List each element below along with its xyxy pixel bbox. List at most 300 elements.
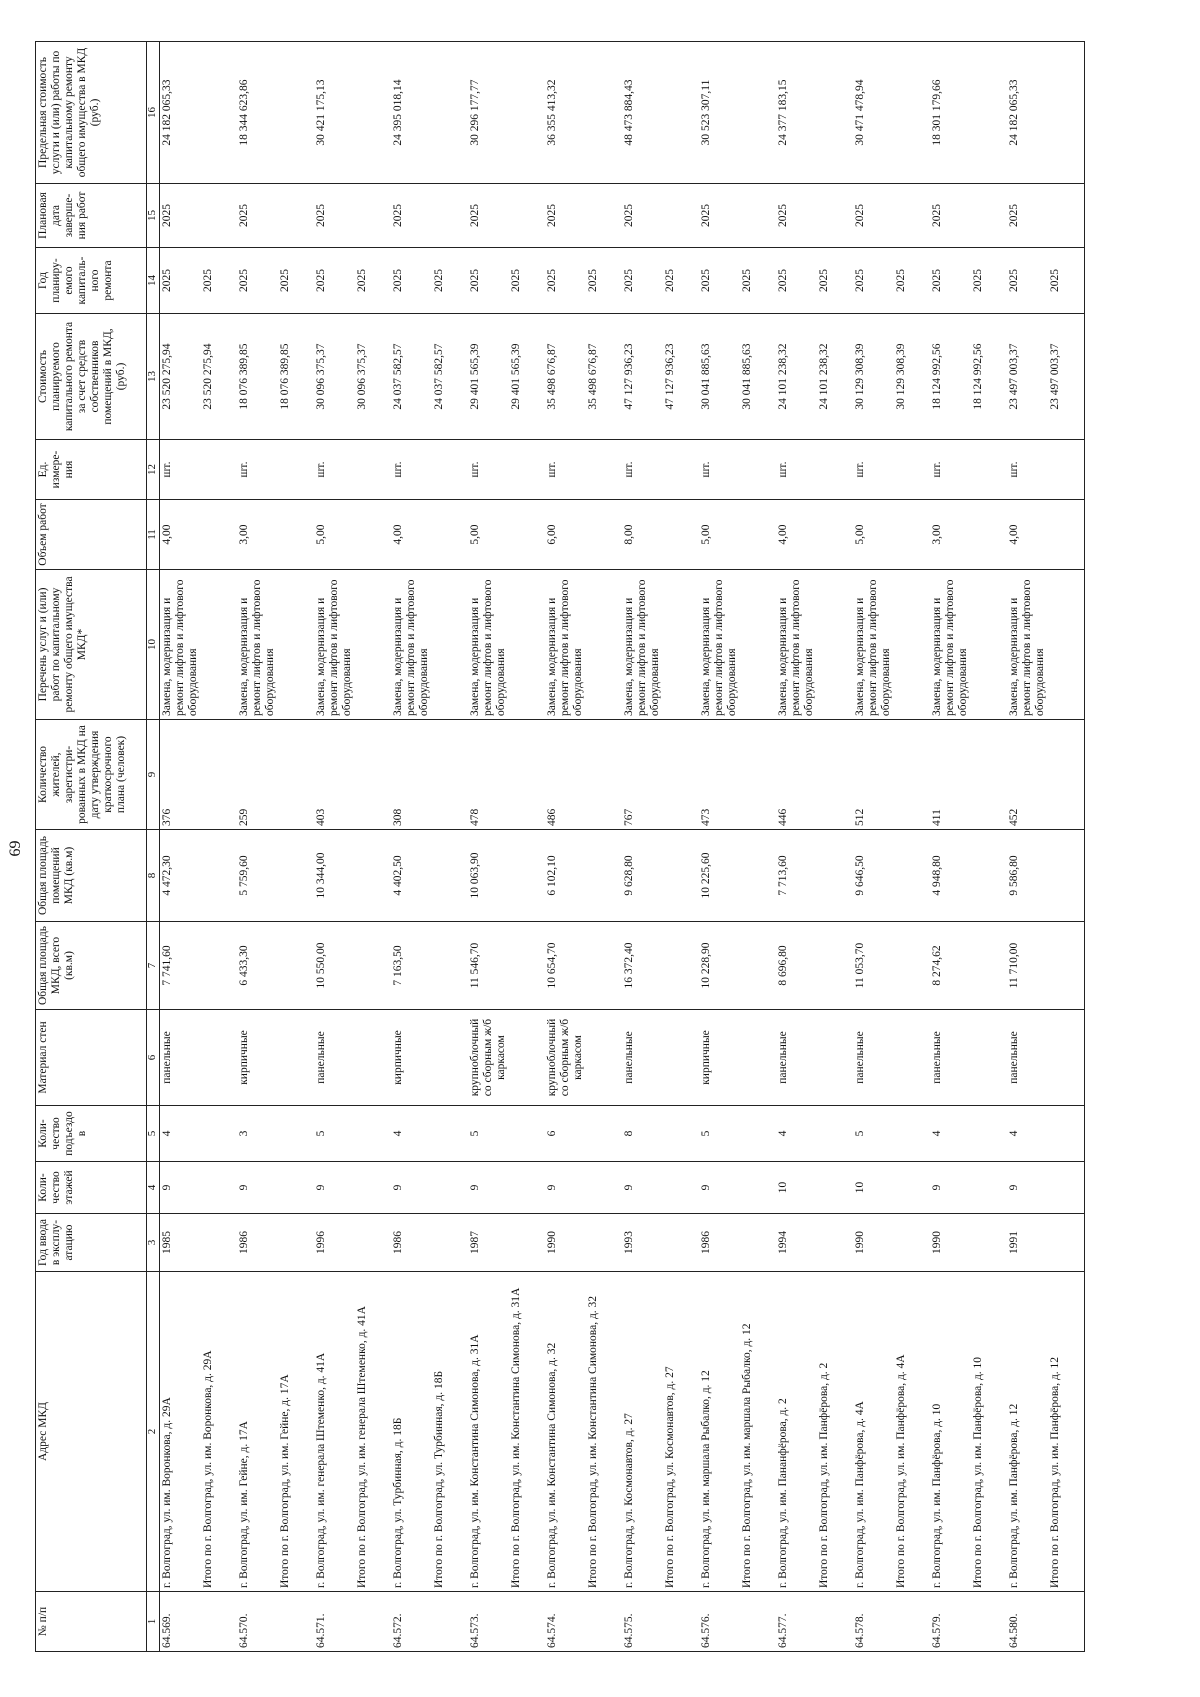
unit-cell: шт. bbox=[622, 440, 663, 500]
end-date-cell: 2025 bbox=[930, 184, 971, 248]
works-list-cell: Замена, модернизация и ремонт лифтов и лифтового оборудования bbox=[776, 570, 817, 720]
table-row bbox=[622, 42, 663, 1652]
unit-cell: шт. bbox=[391, 440, 432, 500]
entrances-cell: 5 bbox=[314, 1106, 355, 1162]
works-list-cell: Замена, модернизация и ремонт лифтов и лифтового оборудования bbox=[1007, 570, 1048, 720]
subtotal-year-cell: 2025 bbox=[509, 248, 545, 314]
volume-cell: 4,00 bbox=[1007, 500, 1048, 570]
subtotal-label: Итого по г. Волгоград, ул. им. маршала Рыбалко, д. 12 bbox=[740, 1272, 776, 1592]
subtotal-row bbox=[201, 42, 237, 1652]
empty-cell bbox=[201, 830, 237, 922]
address-cell: г. Волгоград, ул. Турбинная, д. 18Б bbox=[391, 1272, 432, 1592]
works-list-cell: Замена, модернизация и ремонт лифтов и лифтового оборудования bbox=[545, 570, 586, 720]
table-row bbox=[160, 42, 202, 1652]
works-list-cell: Замена, модернизация и ремонт лифтов и лифтового оборудования bbox=[853, 570, 894, 720]
cost-cell: 18 124 992,56 bbox=[930, 314, 971, 440]
empty-cell bbox=[509, 500, 545, 570]
residents-cell: 411 bbox=[930, 720, 971, 830]
row-number: 64.579. bbox=[930, 1592, 971, 1652]
empty-cell bbox=[663, 1214, 699, 1272]
column-number: 6 bbox=[147, 1010, 160, 1106]
year-cell: 1986 bbox=[699, 1214, 740, 1272]
empty-cell bbox=[817, 42, 853, 184]
empty-cell bbox=[663, 1162, 699, 1214]
entrances-cell: 4 bbox=[160, 1106, 202, 1162]
empty-cell bbox=[1048, 1162, 1085, 1214]
empty-cell bbox=[894, 1106, 930, 1162]
cost-cell: 47 127 936,23 bbox=[622, 314, 663, 440]
subtotal-label: Итого по г. Волгоград, ул. им. Константина Симонова, д. 32 bbox=[586, 1272, 622, 1592]
empty-cell bbox=[201, 1162, 237, 1214]
empty-cell bbox=[432, 1214, 468, 1272]
empty-cell bbox=[1048, 570, 1085, 720]
cost-cell: 23 520 275,94 bbox=[160, 314, 202, 440]
subtotal-label: Итого по г. Волгоград, ул. им. Панфёрова, д. 10 bbox=[971, 1272, 1007, 1592]
volume-cell: 8,00 bbox=[622, 500, 663, 570]
table-row bbox=[237, 42, 278, 1652]
total-area-cell: 8 696,80 bbox=[776, 922, 817, 1010]
empty-cell bbox=[509, 184, 545, 248]
empty-cell bbox=[663, 440, 699, 500]
empty-cell bbox=[894, 1214, 930, 1272]
volume-cell: 3,00 bbox=[237, 500, 278, 570]
empty-cell bbox=[894, 922, 930, 1010]
empty-cell bbox=[586, 720, 622, 830]
empty-cell bbox=[278, 922, 314, 1010]
entrances-cell: 6 bbox=[545, 1106, 586, 1162]
empty-cell bbox=[971, 184, 1007, 248]
empty-cell bbox=[971, 1010, 1007, 1106]
empty-cell bbox=[509, 1214, 545, 1272]
address-cell: г. Волгоград, ул. им. Гейне, д. 17А bbox=[237, 1272, 278, 1592]
empty-cell bbox=[278, 42, 314, 184]
works-list-cell: Замена, модернизация и ремонт лифтов и лифтового оборудования bbox=[699, 570, 740, 720]
total-area-cell: 11 053,70 bbox=[853, 922, 894, 1010]
empty-cell bbox=[432, 830, 468, 922]
residents-cell: 446 bbox=[776, 720, 817, 830]
column-header: Плановая дата заверше-ния работ bbox=[36, 184, 147, 248]
empty-cell bbox=[1048, 184, 1085, 248]
header-row bbox=[36, 42, 147, 1652]
floors-cell: 9 bbox=[468, 1162, 509, 1214]
premises-area-cell: 9 646,50 bbox=[853, 830, 894, 922]
empty-cell bbox=[432, 1010, 468, 1106]
wall-material-cell: кирпичные bbox=[699, 1010, 740, 1106]
residents-cell: 767 bbox=[622, 720, 663, 830]
table-row bbox=[930, 42, 971, 1652]
unit-cell: шт. bbox=[468, 440, 509, 500]
subtotal-year-cell: 2025 bbox=[1048, 248, 1085, 314]
table-row bbox=[1007, 42, 1048, 1652]
works-list-cell: Замена, модернизация и ремонт лифтов и лифтового оборудования bbox=[930, 570, 971, 720]
entrances-cell: 4 bbox=[391, 1106, 432, 1162]
floors-cell: 10 bbox=[853, 1162, 894, 1214]
unit-cell: шт. bbox=[545, 440, 586, 500]
empty-cell bbox=[971, 1214, 1007, 1272]
unit-cell: шт. bbox=[930, 440, 971, 500]
entrances-cell: 3 bbox=[237, 1106, 278, 1162]
empty-cell bbox=[586, 440, 622, 500]
empty-cell bbox=[971, 42, 1007, 184]
row-number: 64.575. bbox=[622, 1592, 663, 1652]
limit-cost-cell: 24 395 018,14 bbox=[391, 42, 432, 184]
empty-cell bbox=[971, 720, 1007, 830]
total-area-cell: 16 372,40 bbox=[622, 922, 663, 1010]
unit-cell: шт. bbox=[776, 440, 817, 500]
total-area-cell: 7 163,50 bbox=[391, 922, 432, 1010]
column-header: Объем работ bbox=[36, 500, 147, 570]
empty-cell bbox=[894, 720, 930, 830]
plan-year-cell: 2025 bbox=[391, 248, 432, 314]
subtotal-year-cell: 2025 bbox=[278, 248, 314, 314]
floors-cell: 9 bbox=[930, 1162, 971, 1214]
subtotal-year-cell: 2025 bbox=[355, 248, 391, 314]
table-row bbox=[699, 42, 740, 1652]
row-number: 64.580. bbox=[1007, 1592, 1048, 1652]
empty-cell bbox=[586, 42, 622, 184]
plan-year-cell: 2025 bbox=[699, 248, 740, 314]
total-area-cell: 7 741,60 bbox=[160, 922, 202, 1010]
empty-cell bbox=[586, 1010, 622, 1106]
empty-cell bbox=[1048, 830, 1085, 922]
column-number: 11 bbox=[147, 500, 160, 570]
empty-cell bbox=[432, 922, 468, 1010]
entrances-cell: 4 bbox=[930, 1106, 971, 1162]
empty-cell bbox=[201, 720, 237, 830]
subtotal-label: Итого по г. Волгоград, ул. Космонавтов, д. 27 bbox=[663, 1272, 699, 1592]
row-number: 64.576. bbox=[699, 1592, 740, 1652]
empty-cell bbox=[817, 1214, 853, 1272]
limit-cost-cell: 48 473 884,43 bbox=[622, 42, 663, 184]
year-cell: 1991 bbox=[1007, 1214, 1048, 1272]
subtotal-year-cell: 2025 bbox=[817, 248, 853, 314]
subtotal-cost-cell: 29 401 565,39 bbox=[509, 314, 545, 440]
empty-cell bbox=[663, 184, 699, 248]
total-area-cell: 8 274,62 bbox=[930, 922, 971, 1010]
floors-cell: 9 bbox=[1007, 1162, 1048, 1214]
limit-cost-cell: 24 377 183,15 bbox=[776, 42, 817, 184]
premises-area-cell: 5 759,60 bbox=[237, 830, 278, 922]
empty-cell bbox=[817, 1162, 853, 1214]
empty-cell bbox=[201, 500, 237, 570]
empty-cell bbox=[971, 500, 1007, 570]
floors-cell: 9 bbox=[545, 1162, 586, 1214]
row-number: 64.569. bbox=[160, 1592, 202, 1652]
empty-cell bbox=[663, 500, 699, 570]
empty-cell bbox=[201, 922, 237, 1010]
subtotal-row bbox=[971, 42, 1007, 1652]
wall-material-cell: панельные bbox=[776, 1010, 817, 1106]
empty-cell bbox=[509, 830, 545, 922]
empty-cell bbox=[432, 1106, 468, 1162]
empty-cell bbox=[509, 1106, 545, 1162]
total-area-cell: 10 228,90 bbox=[699, 922, 740, 1010]
wall-material-cell: панельные bbox=[1007, 1010, 1048, 1106]
address-cell: г. Волгоград, ул. им. Константина Симонова, д. 32 bbox=[545, 1272, 586, 1592]
plan-year-cell: 2025 bbox=[853, 248, 894, 314]
row-number bbox=[740, 1592, 776, 1652]
column-header: Перечень услуг и (или) работ по капитальному ремонту общего имущества МКД* bbox=[36, 570, 147, 720]
year-cell: 1993 bbox=[622, 1214, 663, 1272]
empty-cell bbox=[740, 42, 776, 184]
address-cell: г. Волгоград, ул. им. Константина Симонова, д. 31А bbox=[468, 1272, 509, 1592]
limit-cost-cell: 30 523 307,11 bbox=[699, 42, 740, 184]
empty-cell bbox=[894, 830, 930, 922]
row-number bbox=[201, 1592, 237, 1652]
empty-cell bbox=[1048, 922, 1085, 1010]
end-date-cell: 2025 bbox=[314, 184, 355, 248]
column-number: 15 bbox=[147, 184, 160, 248]
year-cell: 1986 bbox=[237, 1214, 278, 1272]
residents-cell: 376 bbox=[160, 720, 202, 830]
subtotal-row bbox=[586, 42, 622, 1652]
total-area-cell: 6 433,30 bbox=[237, 922, 278, 1010]
cost-cell: 35 498 676,87 bbox=[545, 314, 586, 440]
subtotal-label: Итого по г. Волгоград, ул. им. Гейне, д. 17А bbox=[278, 1272, 314, 1592]
empty-cell bbox=[509, 1162, 545, 1214]
floors-cell: 9 bbox=[160, 1162, 202, 1214]
limit-cost-cell: 18 301 179,66 bbox=[930, 42, 971, 184]
limit-cost-cell: 36 355 413,32 bbox=[545, 42, 586, 184]
subtotal-cost-cell: 30 129 308,39 bbox=[894, 314, 930, 440]
empty-cell bbox=[278, 1162, 314, 1214]
row-number bbox=[509, 1592, 545, 1652]
premises-area-cell: 4 948,80 bbox=[930, 830, 971, 922]
empty-cell bbox=[817, 184, 853, 248]
empty-cell bbox=[278, 720, 314, 830]
empty-cell bbox=[278, 1214, 314, 1272]
premises-area-cell: 10 063,90 bbox=[468, 830, 509, 922]
subtotal-row bbox=[432, 42, 468, 1652]
unit-cell: шт. bbox=[160, 440, 202, 500]
works-list-cell: Замена, модернизация и ремонт лифтов и лифтового оборудования bbox=[468, 570, 509, 720]
row-number: 64.578. bbox=[853, 1592, 894, 1652]
volume-cell: 5,00 bbox=[853, 500, 894, 570]
premises-area-cell: 7 713,60 bbox=[776, 830, 817, 922]
year-cell: 1986 bbox=[391, 1214, 432, 1272]
limit-cost-cell: 18 344 623,86 bbox=[237, 42, 278, 184]
address-cell: г. Волгоград, ул. им. генерала Штеменко, д. 41А bbox=[314, 1272, 355, 1592]
residents-cell: 259 bbox=[237, 720, 278, 830]
empty-cell bbox=[355, 440, 391, 500]
subtotal-cost-cell: 30 041 885,63 bbox=[740, 314, 776, 440]
year-cell: 1990 bbox=[853, 1214, 894, 1272]
residents-cell: 403 bbox=[314, 720, 355, 830]
unit-cell: шт. bbox=[699, 440, 740, 500]
limit-cost-cell: 30 471 478,94 bbox=[853, 42, 894, 184]
column-number-row bbox=[147, 42, 160, 1652]
residents-cell: 512 bbox=[853, 720, 894, 830]
empty-cell bbox=[355, 570, 391, 720]
residents-cell: 486 bbox=[545, 720, 586, 830]
column-number: 4 bbox=[147, 1162, 160, 1214]
subtotal-label: Итого по г. Волгоград, ул. им. Панфёрова, д. 2 bbox=[817, 1272, 853, 1592]
empty-cell bbox=[894, 500, 930, 570]
column-number: 12 bbox=[147, 440, 160, 500]
subtotal-year-cell: 2025 bbox=[894, 248, 930, 314]
empty-cell bbox=[1048, 1214, 1085, 1272]
entrances-cell: 5 bbox=[699, 1106, 740, 1162]
address-cell: г. Волгоград, ул. им. Панфёрова, д. 4А bbox=[853, 1272, 894, 1592]
volume-cell: 4,00 bbox=[391, 500, 432, 570]
empty-cell bbox=[586, 570, 622, 720]
address-cell: г. Волгоград, ул. им. Воронкова, д. 29А bbox=[160, 1272, 202, 1592]
end-date-cell: 2025 bbox=[545, 184, 586, 248]
empty-cell bbox=[971, 570, 1007, 720]
page-number: 69 bbox=[7, 840, 24, 857]
cost-cell: 30 096 375,37 bbox=[314, 314, 355, 440]
year-cell: 1990 bbox=[930, 1214, 971, 1272]
end-date-cell: 2025 bbox=[468, 184, 509, 248]
year-cell: 1990 bbox=[545, 1214, 586, 1272]
empty-cell bbox=[586, 1162, 622, 1214]
subtotal-cost-cell: 23 520 275,94 bbox=[201, 314, 237, 440]
address-cell: г. Волгоград, ул. Космонавтов, д. 27 bbox=[622, 1272, 663, 1592]
end-date-cell: 2025 bbox=[1007, 184, 1048, 248]
unit-cell: шт. bbox=[237, 440, 278, 500]
empty-cell bbox=[740, 1214, 776, 1272]
empty-cell bbox=[201, 1214, 237, 1272]
end-date-cell: 2025 bbox=[853, 184, 894, 248]
subtotal-cost-cell: 47 127 936,23 bbox=[663, 314, 699, 440]
subtotal-label: Итого по г. Волгоград, ул. им. Панфёрова, д. 12 bbox=[1048, 1272, 1085, 1592]
row-number: 64.573. bbox=[468, 1592, 509, 1652]
total-area-cell: 10 550,00 bbox=[314, 922, 355, 1010]
empty-cell bbox=[355, 1010, 391, 1106]
works-list-cell: Замена, модернизация и ремонт лифтов и лифтового оборудования bbox=[622, 570, 663, 720]
subtotal-row bbox=[355, 42, 391, 1652]
column-number: 8 bbox=[147, 830, 160, 922]
entrances-cell: 4 bbox=[1007, 1106, 1048, 1162]
column-header: Ед. измере-ния bbox=[36, 440, 147, 500]
column-number: 3 bbox=[147, 1214, 160, 1272]
address-cell: г. Волгоград, ул. им. Панфёрова, д. 12 bbox=[1007, 1272, 1048, 1592]
empty-cell bbox=[586, 500, 622, 570]
column-header: № п/п bbox=[36, 1592, 147, 1652]
cost-cell: 23 497 003,37 bbox=[1007, 314, 1048, 440]
subtotal-cost-cell: 35 498 676,87 bbox=[586, 314, 622, 440]
empty-cell bbox=[971, 1162, 1007, 1214]
entrances-cell: 5 bbox=[853, 1106, 894, 1162]
empty-cell bbox=[894, 570, 930, 720]
cost-cell: 18 076 389,85 bbox=[237, 314, 278, 440]
subtotal-label: Итого по г. Волгоград, ул. им. генерала Штеменко, д. 41А bbox=[355, 1272, 391, 1592]
end-date-cell: 2025 bbox=[699, 184, 740, 248]
empty-cell bbox=[509, 440, 545, 500]
subtotal-cost-cell: 30 096 375,37 bbox=[355, 314, 391, 440]
wall-material-cell: панельные bbox=[160, 1010, 202, 1106]
empty-cell bbox=[1048, 440, 1085, 500]
wall-material-cell: кирпичные bbox=[237, 1010, 278, 1106]
empty-cell bbox=[740, 1010, 776, 1106]
empty-cell bbox=[740, 922, 776, 1010]
subtotal-cost-cell: 23 497 003,37 bbox=[1048, 314, 1085, 440]
empty-cell bbox=[509, 42, 545, 184]
table-row bbox=[776, 42, 817, 1652]
total-area-cell: 11 710,00 bbox=[1007, 922, 1048, 1010]
year-cell: 1985 bbox=[160, 1214, 202, 1272]
empty-cell bbox=[894, 1162, 930, 1214]
floors-cell: 9 bbox=[237, 1162, 278, 1214]
floors-cell: 10 bbox=[776, 1162, 817, 1214]
empty-cell bbox=[663, 922, 699, 1010]
residents-cell: 308 bbox=[391, 720, 432, 830]
empty-cell bbox=[971, 440, 1007, 500]
premises-area-cell: 10 344,00 bbox=[314, 830, 355, 922]
unit-cell: шт. bbox=[314, 440, 355, 500]
empty-cell bbox=[432, 570, 468, 720]
column-header: Год планиру-емого капиталь-ного ремонта bbox=[36, 248, 147, 314]
address-cell: г. Волгоград, ул. им. Пананфёрова, д. 2 bbox=[776, 1272, 817, 1592]
address-cell: г. Волгоград, ул. им. маршала Рыбалко, д. 12 bbox=[699, 1272, 740, 1592]
column-header: Предельная стоимость услуги и (или) работы по капитальному ремонту общего имущества в МКД (руб.) bbox=[36, 42, 147, 184]
empty-cell bbox=[432, 42, 468, 184]
empty-cell bbox=[894, 42, 930, 184]
empty-cell bbox=[971, 830, 1007, 922]
empty-cell bbox=[894, 184, 930, 248]
empty-cell bbox=[663, 570, 699, 720]
total-area-cell: 11 546,70 bbox=[468, 922, 509, 1010]
volume-cell: 4,00 bbox=[160, 500, 202, 570]
column-header: Стоимость планируемого капитального ремонта за счет средств собственников помещений в МКД, (руб.) bbox=[36, 314, 147, 440]
subtotal-row bbox=[817, 42, 853, 1652]
empty-cell bbox=[817, 500, 853, 570]
premises-area-cell: 9 628,80 bbox=[622, 830, 663, 922]
row-number: 64.577. bbox=[776, 1592, 817, 1652]
wall-material-cell: панельные bbox=[622, 1010, 663, 1106]
premises-area-cell: 4 472,30 bbox=[160, 830, 202, 922]
entrances-cell: 8 bbox=[622, 1106, 663, 1162]
column-header: Коли-чество подъездо в bbox=[36, 1106, 147, 1162]
empty-cell bbox=[663, 1106, 699, 1162]
row-number bbox=[1048, 1592, 1085, 1652]
plan-year-cell: 2025 bbox=[776, 248, 817, 314]
table-row bbox=[545, 42, 586, 1652]
column-header: Год ввода в эксплу-атацию bbox=[36, 1214, 147, 1272]
year-cell: 1994 bbox=[776, 1214, 817, 1272]
column-number: 10 bbox=[147, 570, 160, 720]
empty-cell bbox=[586, 184, 622, 248]
empty-cell bbox=[586, 922, 622, 1010]
empty-cell bbox=[201, 440, 237, 500]
floors-cell: 9 bbox=[622, 1162, 663, 1214]
limit-cost-cell: 24 182 065,33 bbox=[1007, 42, 1048, 184]
row-number: 64.572. bbox=[391, 1592, 432, 1652]
subtotal-row bbox=[509, 42, 545, 1652]
volume-cell: 6,00 bbox=[545, 500, 586, 570]
table-body bbox=[160, 42, 1085, 1652]
empty-cell bbox=[278, 184, 314, 248]
floors-cell: 9 bbox=[314, 1162, 355, 1214]
wall-material-cell: панельные bbox=[853, 1010, 894, 1106]
subtotal-row bbox=[278, 42, 314, 1652]
column-header: Количество жителей, зарегистри-рованных в МКД на дату утверждения краткосрочного плана (человек) bbox=[36, 720, 147, 830]
plan-year-cell: 2025 bbox=[468, 248, 509, 314]
empty-cell bbox=[894, 1010, 930, 1106]
empty-cell bbox=[355, 184, 391, 248]
end-date-cell: 2025 bbox=[160, 184, 202, 248]
column-number: 1 bbox=[147, 1592, 160, 1652]
subtotal-label: Итого по г. Волгоград, ул. им. Воронкова, д. 29А bbox=[201, 1272, 237, 1592]
empty-cell bbox=[1048, 720, 1085, 830]
column-header: Общая площадь МКД, всего (кв.м) bbox=[36, 922, 147, 1010]
empty-cell bbox=[740, 184, 776, 248]
premises-area-cell: 4 402,50 bbox=[391, 830, 432, 922]
residents-cell: 473 bbox=[699, 720, 740, 830]
row-number bbox=[894, 1592, 930, 1652]
plan-year-cell: 2025 bbox=[314, 248, 355, 314]
subtotal-year-cell: 2025 bbox=[201, 248, 237, 314]
